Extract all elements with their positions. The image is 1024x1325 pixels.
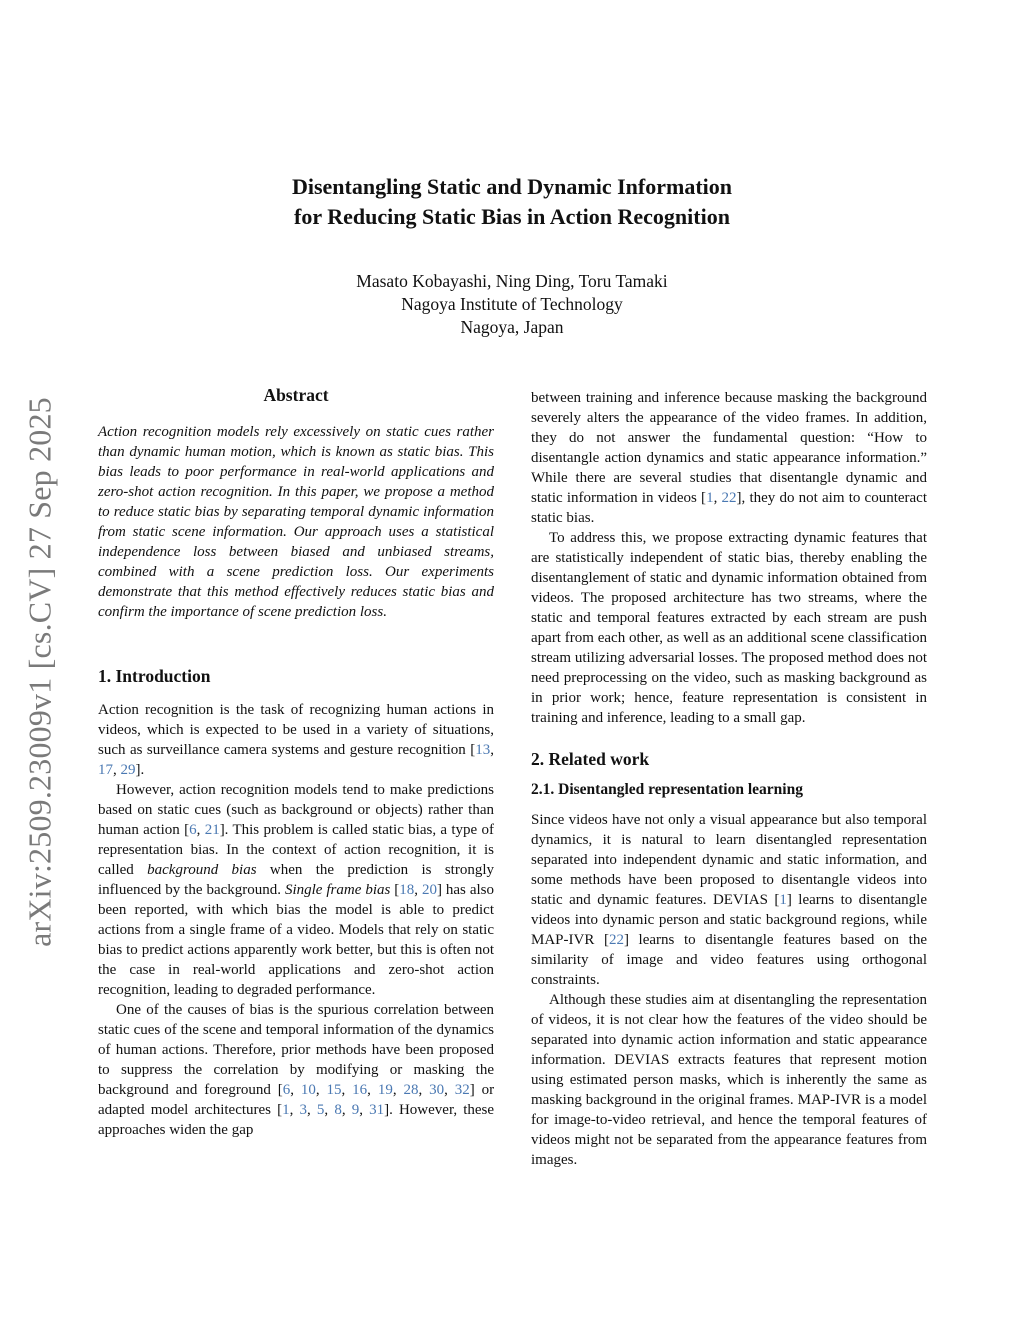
related-work-subheading: 2.1. Disentangled representation learning xyxy=(531,781,803,798)
citation-link[interactable]: 1 xyxy=(282,1102,290,1118)
left-column xyxy=(98,385,494,1140)
paper-title xyxy=(0,172,1024,232)
citation-link[interactable]: 6 xyxy=(189,822,197,838)
citation-link[interactable]: 22 xyxy=(721,490,737,506)
citation-link[interactable]: 3 xyxy=(299,1102,308,1118)
citation-link[interactable]: 10 xyxy=(300,1082,316,1098)
author-location: Nagoya, Japan xyxy=(460,317,564,337)
citation-link[interactable]: 9 xyxy=(351,1102,360,1118)
citation-link[interactable]: 22 xyxy=(608,932,624,948)
title-line-2: for Reducing Static Bias in Action Recognition xyxy=(294,204,730,229)
citation-link[interactable]: 15 xyxy=(326,1082,342,1098)
author-block xyxy=(0,270,1024,339)
intro-paragraph-2: However, action recognition models tend to make predictions based on static cues (such as background or objects) rather than human action [6, 21]. This problem is called static bias, a type of representation bias. In the context of action recognition, it is called background bias when the prediction is strongly influenced by the background. Single frame bias [18, 20] has also been reported, with which bias the model is able to predict actions from a single frame of a video. Models that rely on static bias to predict actions apparently work better, but this is often not the case in real-world applications and zero-shot action recognition, leading to degraded performance. xyxy=(98,782,494,998)
abstract-text: Action recognition models rely excessively on static cues rather than dynamic human motion, which is known as static bias. This bias leads to poor performance in real-world applications and zero-shot action recognition. In this paper, we propose a method to reduce static bias by separating temporal dynamic information from static scene information. Our approach uses a statistical independence loss between biased and unbiased streams, combined with a scene prediction loss. Our experiments demonstrate that this method effectively reduces static bias and confirm the importance of scene prediction loss. xyxy=(98,424,494,620)
citation-link[interactable]: 6 xyxy=(282,1082,291,1098)
citation-link[interactable]: 17 xyxy=(98,762,113,778)
intro-paragraph-4: between training and inference because masking the background severely alters the appearance of the video frames. In addition, they do not answer the fundamental question: “How to disentangle action dynamics and static appearance information.” While there are several studies that disentangle dynamic and static information in videos [1, 22], they do not aim to counteract static bias. xyxy=(531,390,928,526)
introduction-heading: 1. Introduction xyxy=(98,666,211,686)
citation-link[interactable]: 16 xyxy=(352,1082,368,1098)
citation-link[interactable]: 1 xyxy=(779,892,787,908)
title-line-1: Disentangling Static and Dynamic Information xyxy=(291,174,733,199)
author-names: Masato Kobayashi, Ning Ding, Toru Tamaki xyxy=(356,271,668,291)
right-column xyxy=(531,388,927,1170)
related-paragraph-2: Although these studies aim at disentangling the representation of videos, it is not clear how the features of the video should be separated into dynamic action information and static appearance information. DEVIAS extracts features that represent motion using estimated person masks, which is inherently the same as masking background in the original frames. MAP-IVR is a model for image-to-video retrieval, and hence the temporal features of videos might not be separated from the appearance features from images. xyxy=(531,992,927,1168)
arxiv-sidebar xyxy=(12,372,68,972)
citation-link[interactable]: 18 xyxy=(399,882,415,898)
citation-link[interactable]: 1 xyxy=(706,490,714,506)
citation-link[interactable]: 31 xyxy=(369,1102,385,1118)
intro-paragraph-5: To address this, we propose extracting dynamic features that are statistically independent of static bias, thereby enabling the disentanglement of static and dynamic information obtained from videos. The proposed architecture has two streams, where the static and temporal features extracted by each stream are push apart from each other, as well as an additional scene classification stream utilizing adversarial losses. The proposed method does not need preprocessing on the video, such as masking background as in prior work; hence, feature representation is consistent in training and inference, leading to a small gap. xyxy=(531,530,927,726)
citation-link[interactable]: 19 xyxy=(377,1082,393,1098)
citation-link[interactable]: 30 xyxy=(429,1082,445,1098)
intro-paragraph-3: One of the causes of bias is the spurious correlation between static cues of the scene and temporal information of the dynamics of human actions. Therefore, prior methods have been proposed to suppress the correlation by modifying or masking the background and foreground [6, 10, 15, 16, 19, 28, 30, 32] or adapted model architectures [1, 3, 5, 8, 9, 31]. However, these approaches widen the gap xyxy=(98,1002,495,1138)
citation-link[interactable]: 5 xyxy=(316,1102,325,1118)
author-affiliation: Nagoya Institute of Technology xyxy=(401,294,623,314)
arxiv-identifier: arXiv:2509.23009v1 [cs.CV] 27 Sep 2025 xyxy=(21,397,58,947)
citation-link[interactable]: 8 xyxy=(334,1102,342,1118)
abstract-heading: Abstract xyxy=(263,385,329,405)
related-work-heading: 2. Related work xyxy=(531,749,650,769)
citation-link[interactable]: 32 xyxy=(454,1082,470,1098)
citation-link[interactable]: 29 xyxy=(120,762,136,778)
citation-link[interactable]: 21 xyxy=(204,822,220,838)
intro-paragraph-1: Action recognition is the task of recognizing human actions in videos, which is expected to be used in a variety of situations, such as surveillance camera systems and gesture recognition [13, 17, 29]. xyxy=(98,702,494,778)
citation-link[interactable]: 28 xyxy=(403,1082,419,1098)
citation-link[interactable]: 13 xyxy=(475,742,491,758)
related-paragraph-1: Since videos have not only a visual appearance but also temporal dynamics, it is natural to learn disentangled representation separated into independent dynamic and static information, and some methods have been proposed to disentangle videos into static and dynamic features. DEVIAS [1] learns to disentangle videos into dynamic person and static background regions, while MAP-IVR [22] learns to disentangle features based on the similarity of image and video features using orthogonal constraints. xyxy=(531,812,927,988)
citation-link[interactable]: 20 xyxy=(421,882,437,898)
